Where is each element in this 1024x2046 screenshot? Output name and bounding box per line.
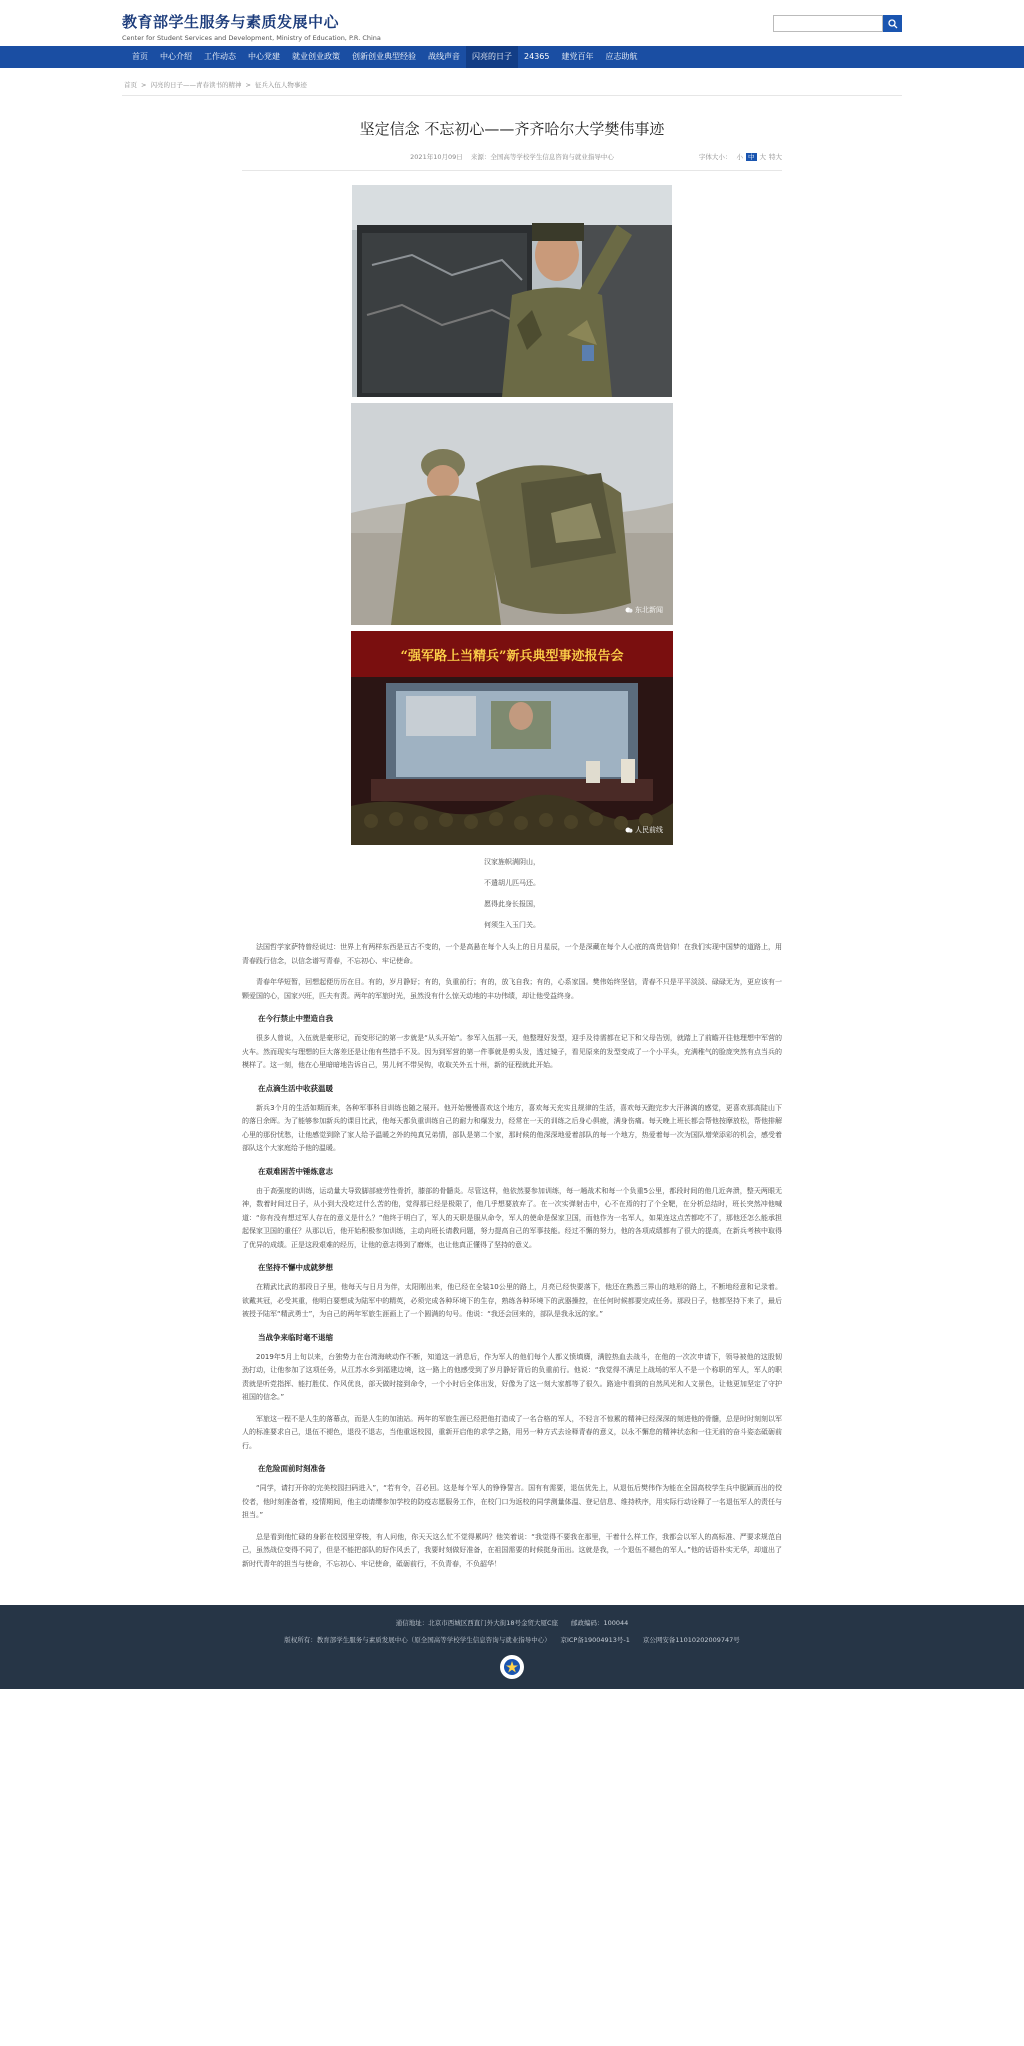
nav-item-7[interactable]: 闪亮的日子 (466, 46, 518, 68)
section-heading: 在坚持不懈中成就梦想 (258, 1263, 333, 1272)
poem-line: 不遣胡儿匹马还。 (484, 879, 540, 887)
photo-saluting-soldier (352, 185, 672, 397)
paragraph: 总是看到他忙碌的身影在校园里穿梭，有人问他，你天天这么忙不觉得累吗？他笑着说：“我觉得不要我在那里，干着什么样工作，我都会以军人的高标准、严要求规范自己，虽然战位变得不同了，但是不能把部队的好作风丢了，我要时刻做好准备，在祖国需要的时候挺身而出。这就是我，一个退伍不褪色的军人。”他的话语朴实无华，却道出了新时代青年的担当与使命，不忘初心、牢记使命，砥砺前行，不负青春，不负韶华！ (242, 1532, 782, 1568)
breadcrumb-link[interactable]: 闪亮的日子——青春读书的精神 (150, 81, 242, 89)
footer-address: 通信地址：北京市西城区西直门外大街18号金贸大厦C座 邮政编码：100044 (395, 1619, 629, 1627)
section-heading: 在危险面前时刻准备 (258, 1464, 326, 1473)
poem (242, 857, 782, 931)
nav-item-10[interactable]: 应志助航 (605, 52, 638, 61)
article-date: 2021年10月09日 (410, 153, 463, 161)
poem-line: 愿得此身长报国， (484, 900, 540, 908)
photo-report-meeting (351, 631, 673, 845)
paragraph: 在精武比武的那段日子里，他每天与日月为伴，太阳刚出来，他已经在全装10公里的路上，月亮已经快要落下，他还在熟悉三界山的地形的路上，不断地经意和记录着。欲戴其冠，必受其重，他明白要想成为陆军中的精英，必须完成各种环境下的生存，熟练各种环境下的武器操控，在任何时候都要完成任务。那段日子，他都坚持下来了，最后被授予陆军“精武勇士”，为自己的两年军旅生涯画上了一个圆满的句号。他说：“我还会回来的，部队是我永远的家。” (242, 1283, 782, 1318)
font-size-option[interactable]: 大 (759, 153, 766, 161)
footer-copyright: 版权所有：教育部学生服务与素质发展中心（原全国高等学校学生信息咨询与就业指导中心） 京ICP备19004913号-1 京公网安备11010202009747号 (284, 1636, 740, 1644)
breadcrumb-link[interactable]: 首页 (124, 81, 137, 89)
breadcrumb (122, 68, 902, 96)
paragraph: 青春年华短暂，回想起便历历在目。有的，岁月静好；有的，负重前行；有的，放飞自我；有的，心系家国。樊伟始终坚信，青春不只是平平淡淡、碌碌无为，更应该有一颗爱国的心，国家兴旺，匹夫有责。两年的军旅时光，虽然没有什么惊天动地的丰功伟绩，却让他受益终身。 (242, 978, 782, 1000)
font-size-label: 字体大小： (698, 153, 732, 161)
article-source: 来源：全国高等学校学生信息咨询与就业指导中心 (470, 153, 614, 161)
section-heading: 在今行禁止中塑造自我 (258, 1014, 333, 1023)
nav-item-5[interactable]: 创新创业典型经验 (352, 52, 416, 61)
paragraph: 很多人曾说，入伍就是豪形记，而变形记的第一步就是“从头开始”。参军入伍那一天，他整理好发型，迎手及待需都在记下和父母告别，就踏上了前瞻开往他理想中军营的火车。然而现实与理想的巨大落差还是让他有些措手不及。因为到军营的第一件事就是剪头发，透过镜子，看见原来的发型变成了一个小平头，充满稚气的脸庞突然有点当兵的模样了。这一刻，他在心里暗暗地告诉自己，男儿何不带吴钩，收取关外五十州，新的征程就此开始。 (242, 1034, 782, 1069)
report-banner: “强军路上当精兵”新兵典型事迹报告会 (400, 649, 624, 664)
breadcrumb-separator: > (141, 81, 147, 89)
article (242, 118, 782, 1571)
site-header (0, 0, 1024, 46)
nav-item-6[interactable]: 战线声音 (428, 52, 460, 61)
section-heading: 在点滴生活中收获温暖 (258, 1083, 333, 1093)
article-meta (242, 151, 782, 171)
poem-line: 汉家旌帜满阴山， (484, 858, 540, 866)
nav-item-3[interactable]: 中心党建 (248, 52, 280, 61)
wechat-icon (625, 606, 633, 614)
site-logo[interactable] (122, 11, 381, 42)
paragraph: 军旅这一程不是人生的落幕点，而是人生的加油站。两年的军旅生涯已经把他打造成了一名合格的军人，不轻言不惊累的精神已经深深的刻进他的骨髓，总是时时刻刻以军人的标准要求自己，退伍不褪色，退役不退志，当他重返校园，重新开启他的求学之路，用另一种方式去诠释青春的意义，以永不懈怠的精神状态和一往无前的奋斗姿态砥砺前行。 (242, 1414, 782, 1450)
breadcrumb-link[interactable]: 征兵入伍人物事迹 (254, 81, 307, 89)
watermark: 人民前线 (625, 825, 663, 835)
section-heading: 在艰难困苦中锤炼意志 (258, 1166, 333, 1176)
watermark: 东北新闻 (625, 605, 663, 615)
nav-list (122, 46, 902, 68)
article-title: 坚定信念 不忘初心——齐齐哈尔大学樊伟事迹 (359, 120, 665, 138)
search-box (773, 15, 902, 32)
nav-item-4[interactable]: 就业创业政策 (292, 52, 340, 61)
brand-name-cn: 教育部学生服务与素质发展中心 (122, 13, 340, 31)
font-size-option[interactable]: 小 (736, 153, 743, 161)
nav-item-8[interactable]: 24365 (524, 52, 550, 61)
brand-name-en: Center for Student Services and Development, Ministry of Education, P.R. China (122, 34, 381, 42)
nav-item-9[interactable]: 建党百年 (561, 52, 594, 61)
font-size-option[interactable]: 中 (748, 153, 755, 161)
breadcrumb-separator: > (245, 81, 251, 89)
font-size-option[interactable]: 特大 (769, 153, 782, 161)
main-nav (0, 46, 1024, 68)
article-body (242, 941, 782, 1571)
nav-item-0[interactable]: 首页 (132, 52, 148, 61)
paragraph: 2019年5月上旬以来，台独势力在台湾海峡动作不断，知道这一消息后，作为军人的他们每个人都义愤填膺，满腔热血去战斗，在他的一次次申请下，领导被他的这股韧劲打动，让他参加了这项任务，从江苏水乡到福建边境，这一路上的他感受到了岁月静好背后的负重前行。他说：“我觉得不满足上战场的军人不是一个称职的军人，军人的职责就是听党指挥、能打胜仗、作风优良，部天做时接到命令，一个小时后全体出发，好像为了这一刻大家都等了很久。路途中看到的自然风光和人文景色，让他更加坚定了守护祖国的信念。” (242, 1352, 782, 1401)
search-input[interactable] (773, 15, 883, 32)
search-button[interactable] (883, 15, 902, 32)
nav-item-1[interactable]: 中心介绍 (160, 52, 192, 61)
search-icon (888, 19, 898, 29)
nav-item-2[interactable]: 工作动态 (204, 52, 236, 61)
paragraph: 新兵3个月的生活如期而来，各种军事科目训练也随之展开。他开始慢慢喜欢这个地方，喜欢每天充实且规律的生活，喜欢每天跑完步大汗淋漓的感觉，更喜欢那高陡山下的落日余晖。为了能够参加新兵的课目比武，他每天都负重训练自己的耐力和爆发力，经常在一天的训练之后身心俱疲，满身伤痛。每天晚上班长都会帮他按摩放松，帮他排解心里的那份忧愁，让他感觉到除了家人给予温暖之外的纯真兄弟情，部队是第二个家，那时候的他深深地爱着部队的每一个地方，热爱着每一次为国队增荣添彩的机会，感受着部队这个大家庭给予他的温暖。 (242, 1103, 782, 1152)
photo-soldier-with-backpack (351, 403, 673, 625)
font-size-selector (699, 151, 782, 163)
section-heading: 当战争来临时毫不退缩 (258, 1332, 333, 1342)
paragraph: 法国哲学家萨特曾经说过：世界上有两样东西是亘古不变的，一个是高悬在每个人头上的日月星辰，一个是深藏在每个人心底的高贵信仰！在我们实现中国梦的道路上，用青春践行信念，以信念谱写青春，不忘初心、牢记使命。 (242, 943, 782, 965)
government-emblem-icon[interactable] (500, 1655, 524, 1679)
wechat-icon (625, 826, 633, 834)
poem-line: 何须生入玉门关。 (484, 921, 540, 929)
site-footer (0, 1605, 1024, 1689)
paragraph: “同学，请打开你的完美校园扫码进入”，“若有令，召必回。这是每个军人的铮铮誓言。国有有需要，退伍优先上，从退伍后樊伟作为能在全国高校学生兵中脱颖而出的佼佼者，他时刻准备着，疫情期间，他主动请缨参加学校的防疫志愿服务工作，在校门口为返校的同学测量体温、登记信息、维持秩序，用实际行动诠释了一名退伍军人的责任与担当。” (242, 1484, 782, 1519)
paragraph: 由于高强度的训练，运动量大导致脚部疲劳性骨折，膝部的骨髓炎。尽管这样，他依然要参加训练，每一趟战术和每一个负重5公里，都段时间的他几近奔溃，整天两眼无神，数着时间过日子，从小到大没吃过什么苦的他，觉得那已经是极限了，他几乎想要放弃了。在一次实弹射击中，心不在焉的打了个全靶，在分析总结时，班长突然冲他喊道：“你有没有想过军人存在的意义是什么？”他终于明白了，军人的天职是服从命令，军人的使命是保家卫国，而他作为一名军人，如果连这点苦都吃不了，那他还怎么能承担起保家卫国的重任？从那以后，他开始积极参加训练，主动向班长请教问题，努力提高自己的军事技能。经过不懈的努力，他的各项成绩都有了很大的提高，在新兵考核中取得了优异的成绩。正是这段艰难的经历，让他的意志得到了磨炼，也让他真正懂得了坚持的意义。 (242, 1186, 782, 1249)
